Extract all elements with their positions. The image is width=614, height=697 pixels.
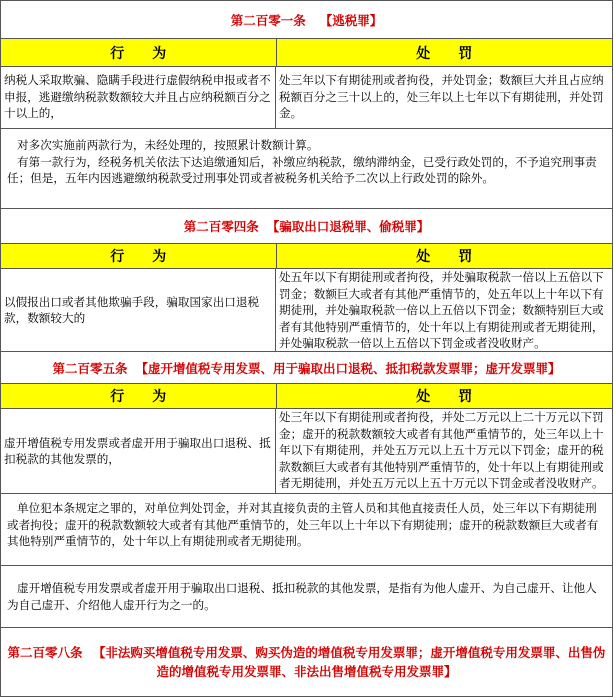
section-204-content — [0, 269, 613, 352]
note-line: 虚开增值税专用发票或者虚开用于骗取出口退税、抵扣税款的其他发票，是指有为他人虚开、为自己虚开、让他人为自己虚开、介绍他人虚开行为之一的。 — [7, 581, 597, 612]
crime-name: 【骗取出口退税罪、偷税罪】 — [266, 219, 430, 234]
section-208-title — [0, 628, 613, 697]
section-205-unit-note — [0, 494, 613, 566]
section-205-header — [0, 384, 613, 409]
section-201-title — [0, 0, 613, 39]
penalty-cell: 处三年以下有期徒刑或者拘役，并处罚金；数额巨大并且占应纳税额百分之三十以上的，处三年以上七年以下有期徒刑，并处罚金。 — [279, 73, 604, 120]
header-behavior: 行 为 — [1, 384, 277, 408]
section-204-header — [0, 244, 613, 269]
behavior-cell: 纳税人采取欺骗、隐瞒手段进行虚假纳税申报或者不申报，逃避缴纳税款数额较大并且占应纳税额百分之十以上的， — [1, 67, 276, 128]
section-204-title — [0, 209, 613, 244]
article-number: 第二百零五条 — [52, 360, 128, 376]
section-201-header — [0, 39, 613, 67]
crime-name: 【非法购买增值税专用发票、购买伪造的增值税专用发票罪；虚开增值税专用发票罪、出售伪造的增值税专用发票罪、非法出售增值税专用发票罪】 — [92, 645, 606, 679]
crime-name: 【逃税罪】 — [319, 12, 383, 28]
header-penalty: 处 罚 — [416, 389, 473, 405]
behavior-cell: 以假报出口或者其他欺骗手段，骗取国家出口退税款，数额较大的 — [1, 269, 276, 351]
penalty-cell: 处五年以下有期徒刑或者拘役，并处骗取税款一倍以上五倍以下罚金；数额巨大或者有其他严重情节的，处五年以上十年以下有期徒刑，并处骗取税款一倍以上五倍以下罚金；数额特别巨大或者有其他特别严重情节的，处十年以上有期徒刑或者无期徒刑，并处骗取税款一倍以上五倍以下罚金或者没收财产。 — [279, 270, 604, 350]
article-number: 第二百零四条 — [183, 219, 259, 234]
behavior-cell: 虚开增值税专用发票或者虚开用于骗取出口退税、抵扣税款的其他发票的， — [1, 409, 276, 493]
note-line: 单位犯本条规定之罪的，对单位判处罚金，并对其直接负责的主管人员和其他直接责任人员，处三年以下有期徒刑或者拘役；虚开的税款数额较大或者有其他严重情节的，处三年以上十年以下有期徒刑；虚开的税款数额巨大或者有其他特别严重情节的，处十年以上有期徒刑或者无期徒刑。 — [7, 501, 599, 548]
section-205-title — [0, 352, 613, 384]
crime-name: 【虚开增值税专用发票、用于骗取出口退税、抵扣税款发票罪；虚开发票罪】 — [135, 360, 561, 376]
section-201-content — [0, 67, 613, 129]
header-behavior: 行 为 — [1, 39, 277, 66]
header-penalty: 处 罚 — [416, 249, 473, 265]
section-201-notes — [0, 129, 613, 209]
section-205-content — [0, 409, 613, 494]
article-number: 第二百零八条 — [7, 645, 83, 660]
article-number: 第二百零一条 — [230, 12, 306, 28]
note-line: 对多次实施前两款行为，未经处理的，按照累计数额计算。 — [17, 138, 319, 152]
header-behavior: 行 为 — [1, 244, 277, 268]
section-205-definition-note — [0, 566, 613, 628]
header-penalty: 处 罚 — [416, 45, 473, 62]
penalty-cell: 处三年以下有期徒刑或者拘役，并处二万元以上二十万元以下罚金；虚开的税款数额较大或者有其他严重情节的，处三年以上十年以下有期徒刑，并处五万元以上五十万元以下罚金；虚开的税款数额巨大或者有其他特别严重情节的，处十年以上有期徒刑或者无期徒刑，并处五万元以上五十万元以下罚金或者没收财产。 — [279, 410, 604, 490]
note-line: 有第一款行为，经税务机关依法下达追缴通知后，补缴应纳税款，缴纳滞纳金，已受行政处罚的，不予追究刑事责任；但是，五年内因逃避缴纳税款受过刑事处罚或者被税务机关给予二次以上行政处罚的除外。 — [7, 154, 597, 185]
